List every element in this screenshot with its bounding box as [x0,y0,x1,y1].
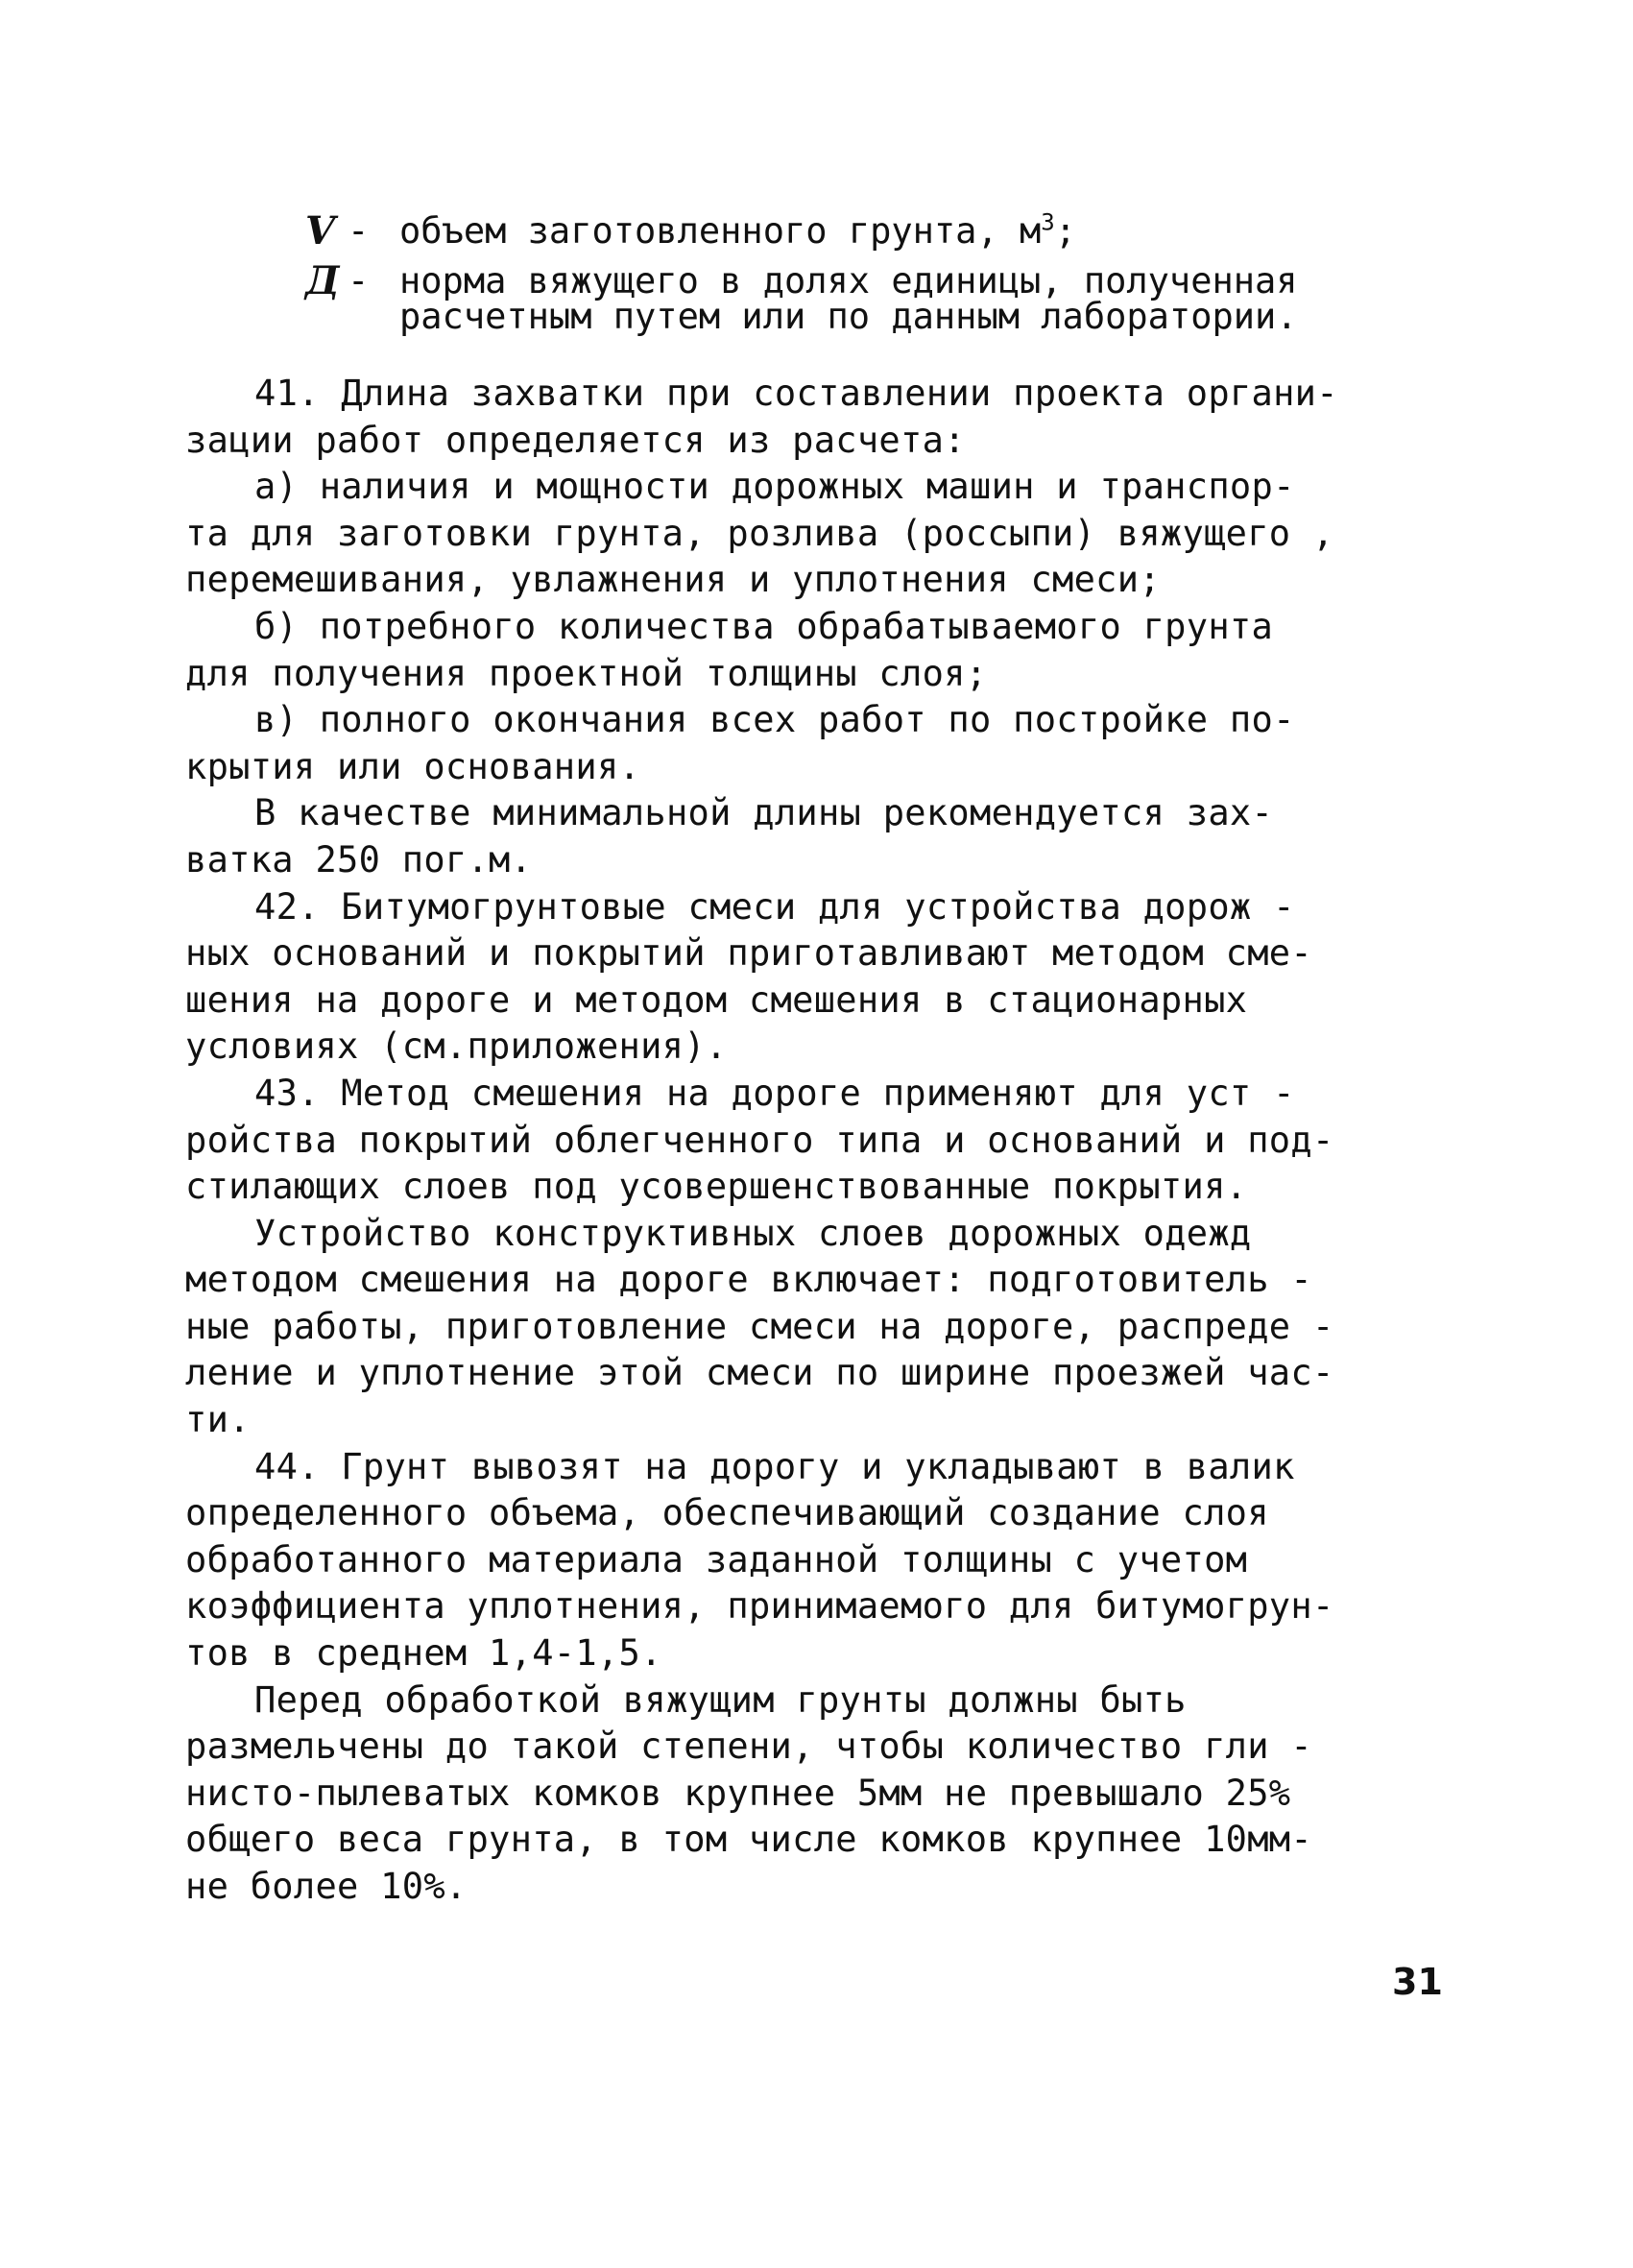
text-line: для получения проектной толщины слоя; [185,652,988,694]
paragraph [185,1071,1454,1211]
symbol-definitions [305,208,1457,337]
definition-text [399,260,1457,337]
text-line: б) потребного количества обрабатываемого грунта [254,605,1274,647]
paragraph [185,604,1454,697]
symbol-d: Д [305,258,340,303]
text-line: ление и уплотнение этой смеси по ширине проезжей час- [185,1352,1334,1394]
text-line: 41. Длина захватки при составлении проекта органи- [254,373,1338,414]
paragraph [185,884,1454,1071]
text-line: ти. [185,1399,251,1441]
definition-line: расчетным путем или по данным лаборатории. [399,296,1298,337]
definition-dash: - [348,210,370,252]
text-line: Перед обработкой вяжущим грунты должны быть [254,1678,1187,1721]
text-line: крытия или основания. [185,745,641,787]
paragraph [185,371,1454,464]
text-line: методом смешения на дороге включает: подготовитель - [185,1259,1312,1301]
text-line: обработанного материала заданной толщины с учетом [185,1538,1248,1580]
text-line: зации работ определяется из расчета: [185,419,966,461]
symbol-v: V [305,208,336,253]
text-line: стилающих слоев под усовершенствованные покрытия. [185,1166,1248,1208]
paragraph [185,464,1454,604]
text-line: Устройство конструктивных слоев дорожных одежд [254,1212,1252,1254]
paragraph [185,790,1454,883]
paragraph [185,697,1454,790]
definition-binder-norm [305,258,1457,337]
definition-text-tail: ; [1054,210,1077,252]
text-line: в) полного окончания всех работ по постройке по- [254,699,1295,741]
paragraph [185,1677,1454,1911]
text-line: 44. Грунт вывозят на дорогу и укладывают в валик [254,1445,1295,1487]
definition-line: норма вяжущего в долях единицы, полученная [399,260,1298,302]
text-line: ные работы, приготовление смеси на дороге, распреде - [185,1305,1334,1347]
text-line: не более 10%. [185,1866,468,1907]
text-line: тов в среднем 1,4-1,5. [185,1632,662,1675]
text-line: шения на дороге и методом смешения в стационарных [185,978,1248,1021]
text-line: ройства покрытий облегченного типа и оснований и под- [185,1119,1334,1161]
definition-superscript: 3 [1041,208,1055,236]
text-line: коэффициента уплотнения, принимаемого для битумогрун- [185,1585,1334,1628]
text-line: определенного объема, обеспечивающий создание слоя [185,1492,1269,1534]
page-number: 31 [1392,1961,1443,2003]
definition-text-main: объем заготовленного грунта, м [399,210,1042,252]
body-text [185,371,1454,1911]
paragraph [185,1444,1454,1677]
text-line: перемешивания, увлажнения и уплотнения смеси; [185,559,1161,601]
text-line: условиях (см.приложения). [185,1025,728,1068]
text-line: нисто-пылеватых комков крупнее 5мм не превышало 25% [185,1772,1291,1814]
text-line: та для заготовки грунта, розлива (россыпи) вяжущего , [185,512,1334,554]
text-line: В качестве минимальной длины рекомендуется зах- [254,792,1274,834]
text-line: 43. Метод смешения на дороге применяют для уст - [254,1072,1295,1114]
paragraph [185,1211,1454,1444]
definition-dash: - [348,260,370,302]
text-line: размельчены до такой степени, чтобы количество гли - [185,1725,1312,1768]
text-line: общего веса грунта, в том числе комков крупнее 10мм- [185,1819,1312,1861]
text-line: ных оснований и покрытий приготавливают методом сме- [185,932,1312,975]
definition-volume [305,208,1457,253]
definition-text [399,208,1457,252]
text-line: а) наличия и мощности дорожных машин и транспор- [254,466,1295,508]
text-line: 42. Битумогрунтовые смеси для устройства дорож - [254,885,1295,928]
text-line: ватка 250 пог.м. [185,838,533,881]
